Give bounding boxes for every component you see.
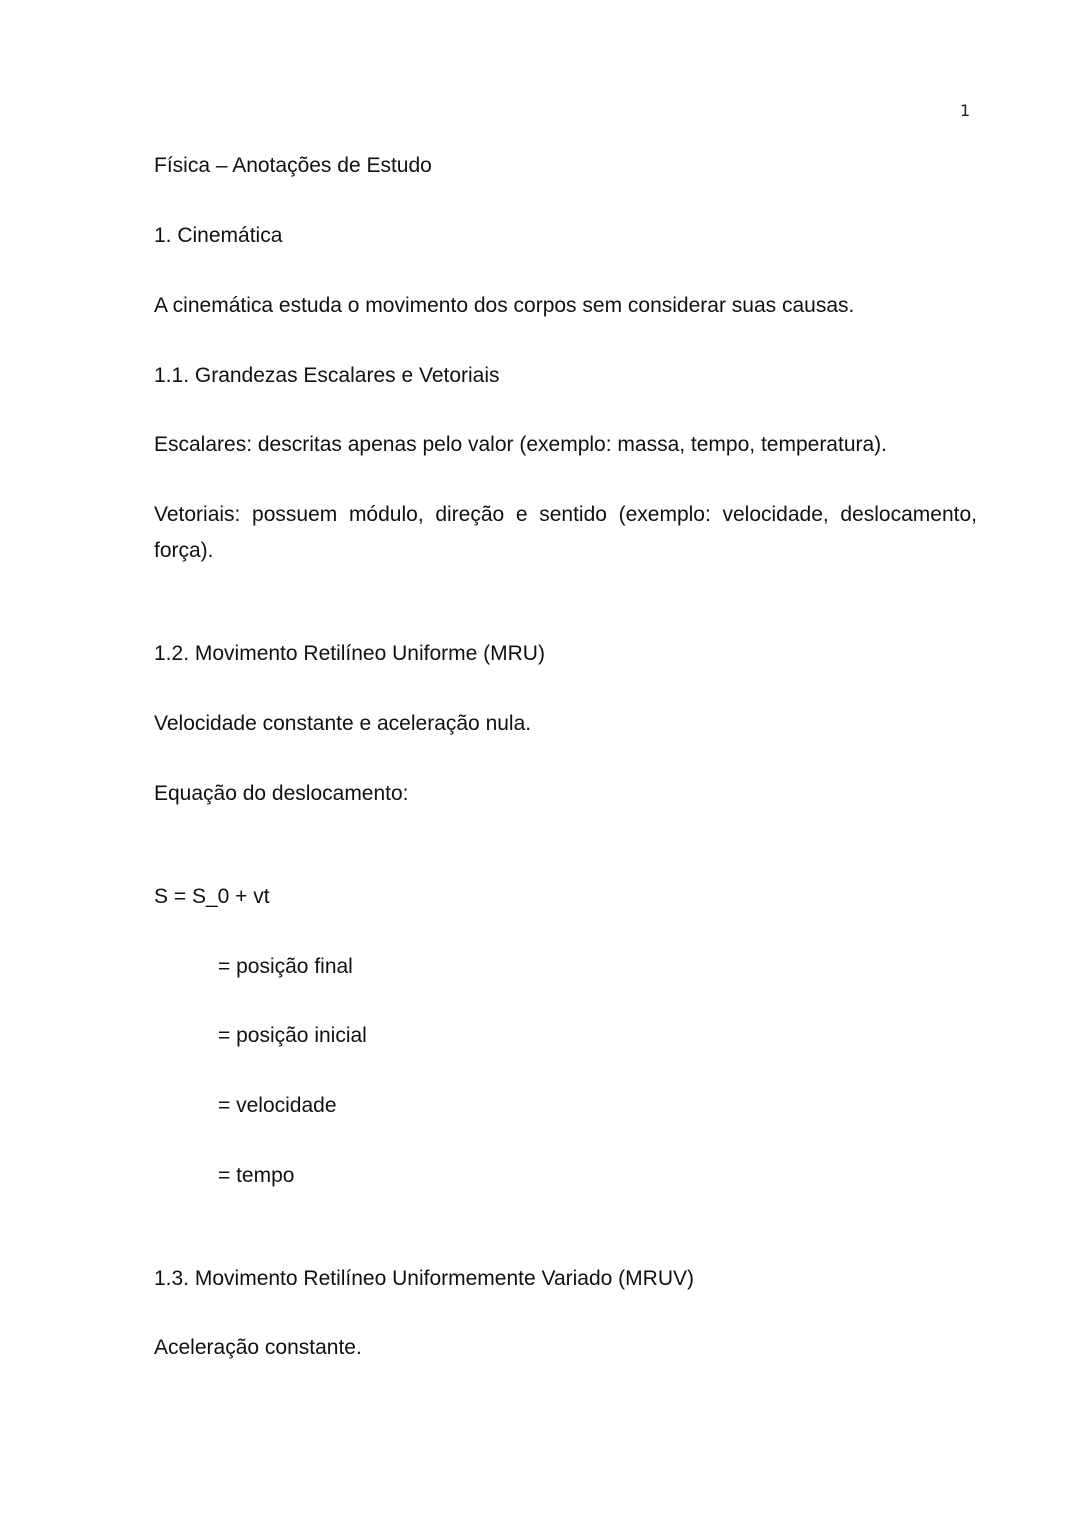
page-number: 1: [960, 101, 971, 120]
equation-mru: S = S_0 + vt: [154, 885, 270, 908]
paragraph-escalares: Escalares: descritas apenas pelo valor (exemplo: massa, tempo, temperatura).: [154, 433, 888, 456]
definition-item: = posição final: [218, 955, 353, 978]
section-heading-cinematica: 1. Cinemática: [154, 224, 283, 247]
section-heading-grandezas: 1.1. Grandezas Escalares e Vetoriais: [154, 364, 500, 387]
section-heading-mruv: 1.3. Movimento Retilíneo Uniformemente Variado (MRUV): [154, 1267, 694, 1290]
section-heading-mru: 1.2. Movimento Retilíneo Uniforme (MRU): [154, 642, 545, 665]
definition-item: = posição inicial: [218, 1024, 367, 1047]
paragraph-equation-label: Equação do deslocamento:: [154, 782, 409, 805]
definition-item: = tempo: [218, 1164, 295, 1187]
document-title: Física – Anotações de Estudo: [154, 154, 432, 177]
paragraph-mruv-description: Aceleração constante.: [154, 1336, 362, 1359]
paragraph-vetoriais: Vetoriais: possuem módulo, direção e sentido (exemplo: velocidade, deslocamento, força).: [154, 503, 977, 562]
definition-item: = velocidade: [218, 1094, 337, 1117]
paragraph-cinematica-intro: A cinemática estuda o movimento dos corpos sem considerar suas causas.: [154, 294, 855, 317]
paragraph-mru-description: Velocidade constante e aceleração nula.: [154, 712, 532, 735]
